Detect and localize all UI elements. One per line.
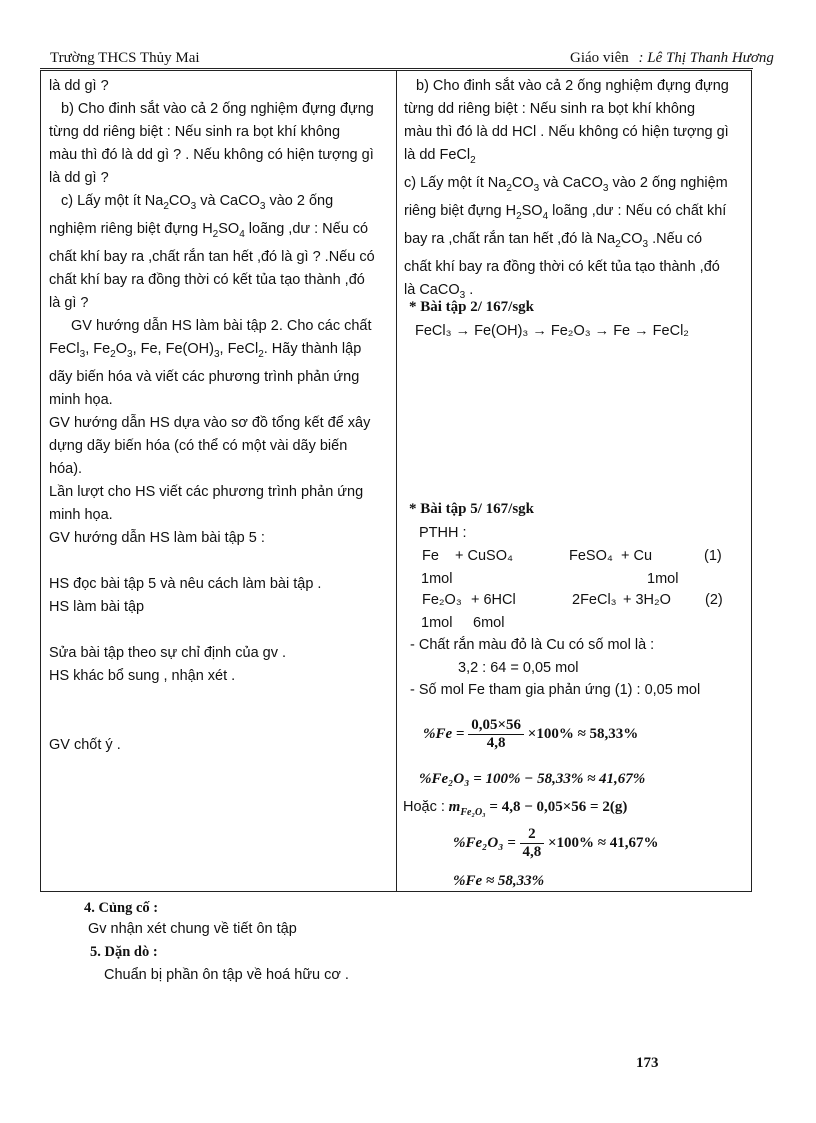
formula-mass-fe2o3 [403, 799, 627, 818]
text-line: dãy biến hóa và viết các phương trình phản ứng [49, 368, 360, 385]
text-line: từng dd riêng biệt : Nếu sinh ra bọt khí không [404, 101, 696, 117]
fraction [468, 717, 524, 752]
eq1-mol-a: 1mol [421, 571, 453, 587]
text-line: GV hướng dẫn HS làm bài tập 5 : [49, 529, 265, 546]
chain-item: FeCl₂ [652, 323, 689, 339]
chain-item: Fe(OH)₃ [474, 323, 529, 339]
text-line: c) Lấy một ít $Na_2CO_3$ và CaCO$_3$ vào 2 ống [61, 193, 334, 212]
formula-rhs: ×100% ≈ 58,33% [527, 725, 639, 742]
text-line: màu thì đó là dd gì ? . Nếu không có hiện tượng gì [49, 147, 374, 163]
text-line: bay ra ,chất rắn tan hết ,đó là $Na_2CO_3$ .Nếu có [404, 230, 703, 250]
formula-percent-fe2o3: %Fe₂O₃ = 100% − 58,33% ≈ 41,67% [419, 771, 646, 787]
arrow-icon: → [455, 323, 475, 339]
text-line: là gì ? [49, 294, 89, 311]
header-rule [40, 68, 753, 69]
text-line: minh họa. [49, 391, 113, 408]
solution-line: - Chất rắn màu đỏ là Cu có số mol là : [410, 637, 655, 653]
reaction-chain [415, 323, 689, 339]
mass-subscript: Fe₂O₃ [460, 807, 486, 818]
arrow-icon: → [634, 323, 653, 339]
formula-rhs: = 4,8 − 0,05×56 = 2(g) [485, 799, 628, 815]
text-line: GV chốt ý . [49, 736, 121, 753]
formula-percent-fe [423, 717, 638, 752]
text-line: chất khí bay ra đồng thời có kết tủa tạo thành ,đó [404, 258, 720, 275]
text-line: minh họa. [49, 506, 113, 523]
eq1-number: (1) [704, 548, 722, 564]
eq2-mol-b: 6mol [473, 615, 505, 631]
text-line: từng dd riêng biệt : Nếu sinh ra bọt khí không [49, 124, 341, 140]
fraction-denominator: 4,8 [486, 735, 506, 751]
formula-percent-fe-result: %Fe ≈ 58,33% [453, 873, 545, 889]
formula-lhs: %Fe = [423, 725, 465, 742]
fraction [520, 826, 545, 861]
solution-line: 3,2 : 64 = 0,05 mol [458, 660, 579, 676]
section-4-heading: 4. Củng cố : [84, 900, 159, 916]
text-line: nghiệm riêng biệt đựng $H_2SO_4$ loãng ,dư : Nếu có [49, 220, 369, 240]
arrow-icon: → [532, 323, 551, 339]
student-activity-column [404, 75, 749, 306]
text-line: chất khí bay ra đồng thời có kết tủa tạo thành ,đó [49, 271, 365, 288]
formula-lhs: %Fe₂O₃ = [453, 834, 516, 851]
section-5-text: Chuẩn bị phần ôn tập về hoá hữu cơ . [104, 967, 349, 983]
text-line: b) Cho đinh sắt vào cả 2 ống nghiệm đựng đựng [416, 78, 729, 94]
eq1-c: FeSO₄ [569, 548, 613, 564]
eq2-number: (2) [705, 592, 723, 608]
text-line: hóa). [49, 460, 83, 477]
text-line: GV hướng dẫn HS làm bài tập 2. Cho các chất [71, 317, 372, 334]
text-line: c) Lấy một ít $Na_2CO_3$ và CaCO$_3$ vào 2 ống nghiệm [404, 174, 728, 194]
text-line: Lần lượt cho HS viết các phương trình phản ứng [49, 483, 364, 500]
text-line: dựng dãy biến hóa (có thể có một vài dãy biến [49, 437, 348, 454]
text-line: màu thì đó là dd HCl . Nếu không có hiện tượng gì [404, 124, 729, 140]
eq1-b: + CuSO₄ [455, 548, 513, 564]
eq2-a: Fe₂O₃ [422, 592, 462, 608]
pthh-label: PTHH : [419, 525, 467, 541]
text-line: HS khác bổ sung , nhận xét . [49, 667, 236, 684]
formula-rhs: ×100% ≈ 41,67% [548, 834, 659, 851]
text-line: HS đọc bài tập 5 và nêu cách làm bài tập . [49, 575, 322, 592]
text-line: HS làm bài tập [49, 598, 145, 615]
alternative-label: Hoặc : [403, 799, 445, 815]
text-line: là dd gì ? [49, 170, 109, 186]
exercise-2-title: * Bài tập 2/ 167/sgk [409, 299, 535, 315]
eq1-mol-b: 1mol [647, 571, 679, 587]
arrow-icon: → [594, 323, 614, 339]
teacher-label: Giáo viên [570, 50, 629, 66]
eq1-a: Fe [422, 548, 439, 564]
chain-item: Fe₂O₃ [550, 323, 591, 339]
exercise-5-title: * Bài tập 5/ 167/sgk [409, 501, 535, 517]
formula-percent-fe2o3-alt [453, 826, 659, 861]
text-line: b) Cho đinh sắt vào cả 2 ống nghiệm đựng đựng [61, 101, 374, 117]
eq2-d: + 3H₂O [623, 592, 671, 608]
fraction-denominator: 4,8 [522, 844, 542, 860]
section-4-text: Gv nhận xét chung về tiết ôn tập [88, 921, 297, 937]
fraction-numerator: 2 [520, 826, 545, 844]
teacher-header [570, 50, 774, 67]
text-line: là dd FeCl$_2$ [404, 147, 476, 166]
teacher-activity-column [49, 75, 389, 757]
school-name: Trường THCS Thủy Mai [50, 50, 200, 66]
text-line: là CaCO$_3$ . [404, 281, 474, 301]
chain-item: Fe [613, 323, 631, 339]
chain-item: FeCl₃ [415, 323, 452, 339]
text-line: FeCl$_3$, $Fe_2O_3$, Fe, $Fe(OH)_3$, FeCl$_2$. Hãy thành lập [49, 340, 362, 360]
fraction-numerator: 0,05×56 [468, 717, 524, 735]
mass-symbol: m [448, 799, 461, 815]
text-line: riêng biệt đựng $H_2SO_4$ loãng ,dư : Nếu có chất khí [404, 202, 727, 222]
text-line: là dd gì ? [49, 78, 109, 94]
eq2-c: 2FeCl₃ [572, 592, 617, 608]
page-number: 173 [636, 1055, 659, 1071]
solution-line: - Số mol Fe tham gia phản ứng (1) : 0,05 mol [410, 682, 701, 698]
eq1-d: + Cu [621, 548, 653, 564]
eq2-mol-a: 1mol [421, 615, 453, 631]
text-line: GV hướng dẫn HS dựa vào sơ đồ tổng kết để xây [49, 414, 371, 431]
lesson-table [40, 70, 752, 892]
text-line: chất khí bay ra ,chất rắn tan hết ,đó là gì ? .Nếu có [49, 248, 375, 265]
eq2-b: + 6HCl [471, 592, 516, 608]
text-line: Sửa bài tập theo sự chỉ định của gv . [49, 644, 287, 661]
teacher-name: : Lê Thị Thanh Hương [638, 50, 774, 66]
column-divider [396, 71, 397, 891]
section-5-heading: 5. Dặn dò : [90, 944, 158, 960]
